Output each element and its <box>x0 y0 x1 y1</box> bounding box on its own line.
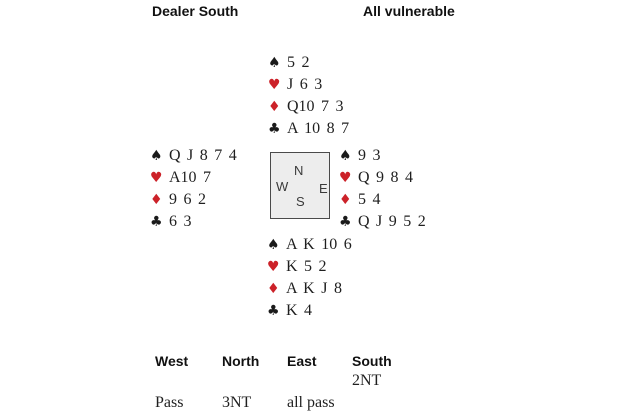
dealer-label: Dealer South <box>152 3 239 19</box>
compass-west-label: W <box>276 179 289 194</box>
auction-bid: all pass <box>287 394 335 411</box>
north-clubs-cards: A 10 8 7 <box>287 120 350 137</box>
north-clubs-row <box>268 118 349 140</box>
east-spades-row <box>339 145 426 167</box>
south-hearts-row <box>267 256 352 278</box>
north-hearts-cards: J 6 3 <box>287 76 323 93</box>
auction-header-row <box>155 354 465 372</box>
diamond-icon: ♦ <box>267 281 280 297</box>
auction-bid <box>222 372 287 391</box>
north-diamonds-cards: Q10 7 3 <box>287 98 344 115</box>
east-diamonds-cards: 5 4 <box>358 191 381 208</box>
south-spades-cards: A K 10 6 <box>286 236 352 253</box>
auction-col-west: West <box>155 353 189 369</box>
auction-bid <box>287 372 352 391</box>
hand-south <box>267 234 352 322</box>
diamond-icon: ♦ <box>150 192 163 208</box>
east-clubs-row <box>339 211 426 233</box>
spade-icon: ♠ <box>268 55 281 71</box>
west-hearts-cards: A10 7 <box>169 169 212 186</box>
west-diamonds-row <box>150 189 237 211</box>
west-spades-cards: Q J 8 7 4 <box>169 147 237 164</box>
auction-bid-row <box>155 372 465 391</box>
auction-col-south: South <box>352 353 392 369</box>
spade-icon: ♠ <box>267 237 280 253</box>
west-clubs-row <box>150 211 237 233</box>
east-diamonds-row <box>339 189 426 211</box>
north-hearts-row <box>268 74 349 96</box>
spade-icon: ♠ <box>150 148 163 164</box>
south-spades-row <box>267 234 352 256</box>
south-clubs-row <box>267 300 352 322</box>
club-icon: ♣ <box>339 214 352 230</box>
compass-south-label: S <box>296 194 305 209</box>
auction-bid: Pass <box>155 394 184 411</box>
south-diamonds-cards: A K J 8 <box>286 280 342 297</box>
heart-icon: ♥ <box>267 259 280 275</box>
compass-box <box>270 152 330 219</box>
club-icon: ♣ <box>150 214 163 230</box>
auction-bid: 2NT <box>352 372 382 389</box>
heart-icon: ♥ <box>339 170 352 186</box>
north-spades-cards: 5 2 <box>287 54 310 71</box>
hand-north <box>268 52 349 140</box>
east-hearts-cards: Q 9 8 4 <box>358 169 414 186</box>
auction-bid-row <box>155 391 465 412</box>
compass-north-label: N <box>294 163 304 178</box>
west-clubs-cards: 6 3 <box>169 213 192 230</box>
club-icon: ♣ <box>267 303 280 319</box>
south-diamonds-row <box>267 278 352 300</box>
compass-east-label: E <box>319 181 328 196</box>
auction-col-north: North <box>222 353 260 369</box>
south-hearts-cards: K 5 2 <box>286 258 327 275</box>
auction-col-east: East <box>287 353 317 369</box>
west-hearts-row <box>150 167 237 189</box>
diamond-icon: ♦ <box>339 192 352 208</box>
east-clubs-cards: Q J 9 5 2 <box>358 213 426 230</box>
west-diamonds-cards: 9 6 2 <box>169 191 206 208</box>
diamond-icon: ♦ <box>268 99 281 115</box>
hand-west <box>150 145 237 233</box>
south-clubs-cards: K 4 <box>286 302 313 319</box>
vulnerability-label: All vulnerable <box>363 3 455 19</box>
hand-east <box>339 145 426 233</box>
heart-icon: ♥ <box>268 77 281 93</box>
east-hearts-row <box>339 167 426 189</box>
auction-bid: 3NT <box>222 394 252 411</box>
heart-icon: ♥ <box>150 170 163 186</box>
east-spades-cards: 9 3 <box>358 147 381 164</box>
club-icon: ♣ <box>268 121 281 137</box>
west-spades-row <box>150 145 237 167</box>
auction-table <box>155 354 465 412</box>
auction-bid <box>352 391 422 412</box>
auction-bid <box>155 372 222 391</box>
spade-icon: ♠ <box>339 148 352 164</box>
north-diamonds-row <box>268 96 349 118</box>
north-spades-row <box>268 52 349 74</box>
